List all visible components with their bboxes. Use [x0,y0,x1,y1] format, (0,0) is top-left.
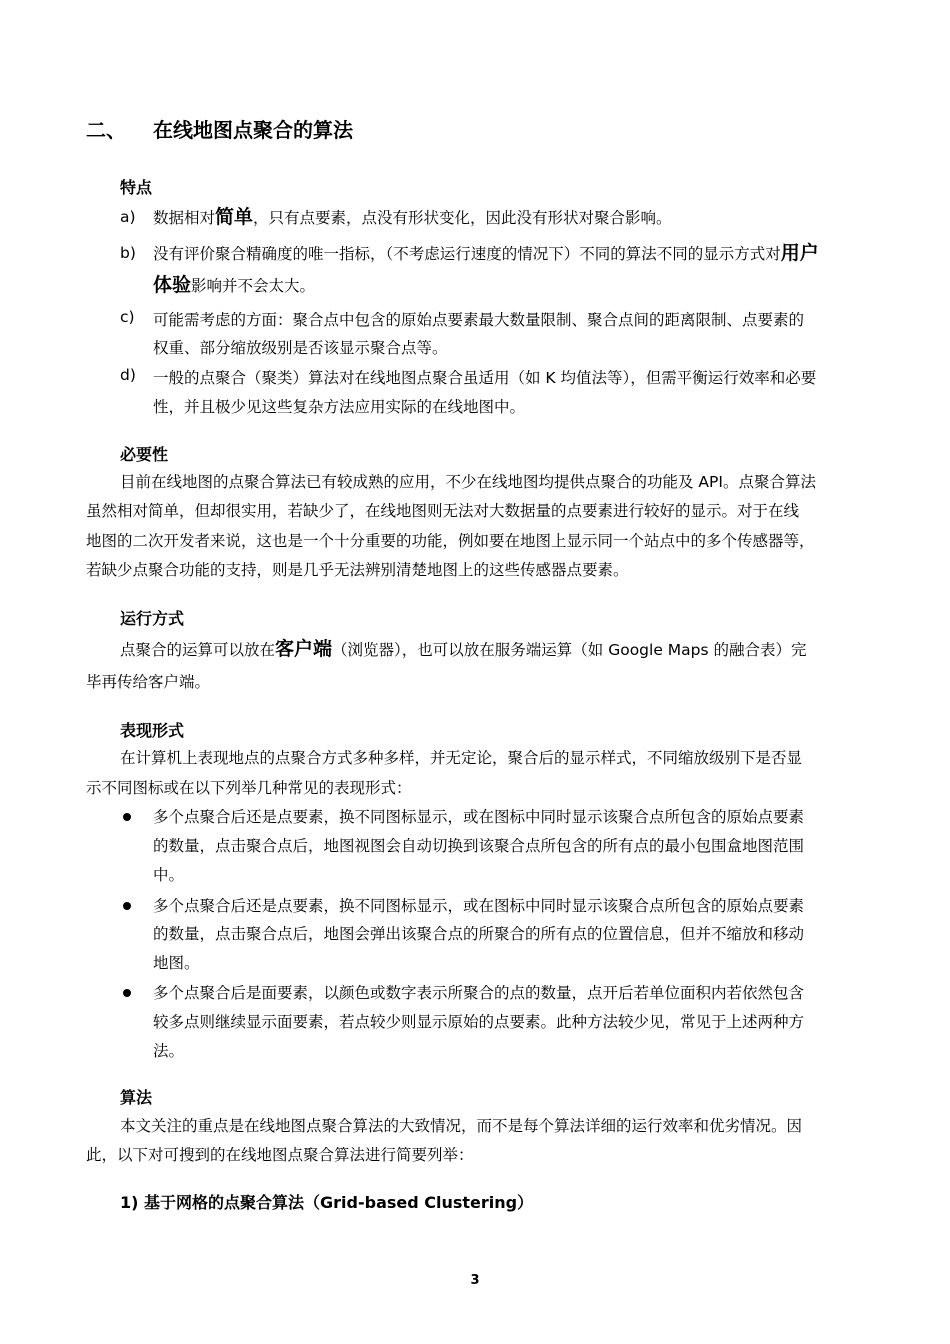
paragraph-line: 虽然相对简单，但却很实用，若缺少了，在线地图则无法对大数据量的点要素进行较好的显示。对于在线 [86,502,800,520]
bullet-line: 法。 [153,1042,185,1060]
forms-heading: 表现形式 [120,721,185,740]
algorithm-item-1: 1) 基于网格的点聚合算法（Grid-based Clustering） [120,1193,534,1212]
list-marker: a) [120,208,136,226]
list-item-text: 数据相对 [153,209,216,227]
paragraph-line: 本文关注的重点是在线地图点聚合算法的大致情况，而不是每个算法详细的运行效率和优劣情况。因 [120,1117,803,1135]
list-item-text: 没有评价聚合精确度的唯一指标，（不考虑运行速度的情况下）不同的算法不同的显示方式对 [153,245,781,263]
bullet-icon [123,989,131,997]
list-item-c-line1: 可能需考虑的方面：聚合点中包含的原始点要素最大数量限制、聚合点间的距离限制、点要素的 [153,311,805,329]
bullet-icon [123,813,131,821]
list-item-d-line2: 性，并且极少见这些复杂方法应用实际的在线地图中。 [153,398,526,416]
list-marker: c) [120,308,135,326]
paragraph-line: 目前在线地图的点聚合算法已有较成熟的应用，不少在线地图均提供点聚合的功能及 API。点聚合算法 [120,473,816,491]
bullet-line: 较多点则继续显示面要素，若点较少则显示原始的点要素。此种方法较少见，常见于上述两种方 [153,1013,805,1031]
list-item-a [153,202,672,229]
list-item-d-line1: 一般的点聚合（聚类）算法对在线地图点聚合虽适用（如 K 均值法等），但需平衡运行效率和必要 [153,369,817,387]
necessity-heading: 必要性 [120,445,169,464]
algorithms-heading: 算法 [120,1088,153,1107]
list-item-text: 影响并不会太大。 [191,277,316,295]
runmode-heading: 运行方式 [120,609,185,628]
paragraph-line: 示不同图标或在以下列举几种常见的表现形式： [86,779,412,797]
runmode-line2: 毕再传给客户端。 [86,673,211,691]
paragraph-text: 点聚合的运算可以放在 [120,641,276,659]
section-number: 二、 [86,118,126,142]
bullet-line: 多个点聚合后还是点要素，换不同图标显示，或在图标中同时显示该聚合点所包含的原始点要素 [153,808,805,826]
paragraph-line: 在计算机上表现地点的点聚合方式多种多样，并无定论，聚合后的显示样式，不同缩放级别下是否显 [120,749,803,767]
list-marker: b) [120,244,136,262]
emphasis-text: 体验 [153,274,192,296]
bullet-line: 的数量，点击聚合点后，地图会弹出该聚合点的所聚合的所有点的位置信息，但并不缩放和移动 [153,925,805,943]
paragraph-text: （浏览器），也可以放在服务端运算（如 Google Maps 的融合表）完 [332,641,807,659]
page-number: 3 [470,1273,480,1288]
paragraph-line: 若缺少点聚合功能的支持，则是几乎无法辨别清楚地图上的这些传感器点要素。 [86,561,629,579]
section-title: 在线地图点聚合的算法 [153,118,353,142]
bullet-line: 多个点聚合后还是点要素，换不同图标显示，或在图标中同时显示该聚合点所包含的原始点要素 [153,897,805,915]
bullet-line: 地图。 [153,954,200,972]
list-item-b [153,238,819,265]
list-item-b-cont [153,270,315,297]
paragraph-line: 地图的二次开发者来说，这也是一个十分重要的功能，例如要在地图上显示同一个站点中的多个传感器等， [86,532,815,550]
bullet-line: 多个点聚合后是面要素，以颜色或数字表示所聚合的点的数量，点开后若单位面积内若依然包含 [153,984,805,1002]
bullet-icon [123,902,131,910]
list-item-text: ，只有点要素，点没有形状变化，因此没有形状对聚合影响。 [253,209,672,227]
emphasis-text: 用户 [780,242,819,264]
emphasis-text: 客户端 [275,638,333,660]
paragraph-line: 此，以下对可搜到的在线地图点聚合算法进行简要列举： [86,1146,474,1164]
list-item-c-line2: 权重、部分缩放级别是否该显示聚合点等。 [153,339,448,357]
bullet-line: 的数量，点击聚合点后，地图视图会自动切换到该聚合点所包含的所有点的最小包围盒地图范围 [153,837,805,855]
runmode-line1 [120,634,807,661]
list-marker: d) [120,366,136,384]
features-heading: 特点 [120,178,153,197]
bullet-line: 中。 [153,866,185,884]
emphasis-text: 简单 [215,206,254,228]
